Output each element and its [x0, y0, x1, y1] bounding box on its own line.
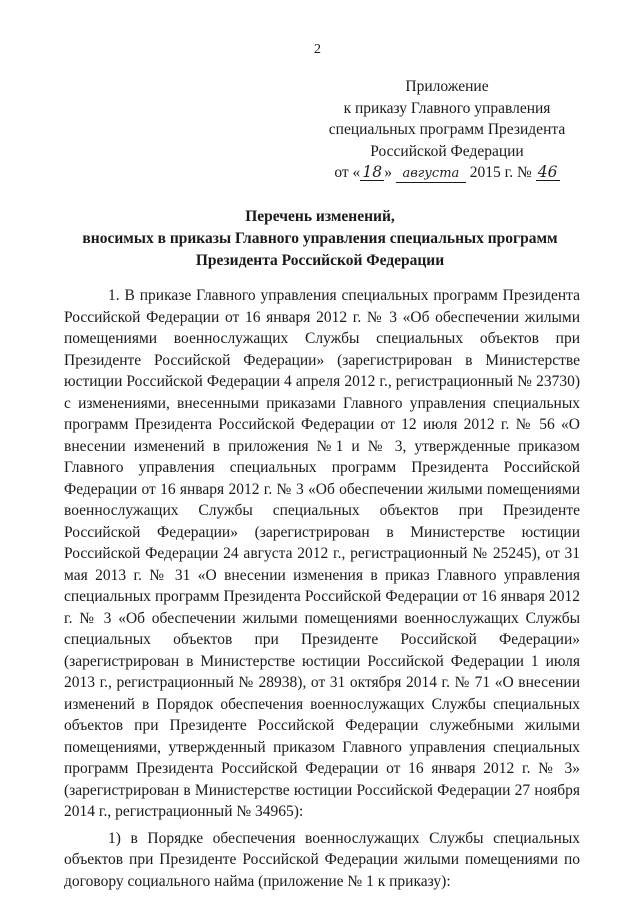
title-line-2: вносимых в приказы Главного управления специальных программ: [82, 230, 558, 247]
appendix-org-line: специальных программ Президента: [328, 121, 566, 138]
paragraph-2: 1) в Порядке обеспечения военнослужащих Службы специальных объектов при Президенте Российской Федерации жилыми помещениями по договору социального найма (приложение № 1 к приказу):: [64, 829, 580, 890]
title-line-3: Президента Российской Федерации: [195, 252, 445, 269]
appendix-order-ref: к приказу Главного управления: [343, 99, 551, 117]
title-line-1: Перечень изменений,: [245, 208, 395, 225]
appendix-label: Приложение: [405, 78, 489, 95]
handwritten-month: августа: [396, 166, 466, 183]
paragraph-1: 1. В приказе Главного управления специальных программ Президента Российской Федерации от 16 января 2012 г. № 3 «Об обеспечении жилыми помещениями военнослужащих Службы специальных объектов при Президенте Российской Федерации» (зарегистрирован в Министерстве юстиции Российской Федерации 4 апреля 2012 г., регистрационный № 23730) с изменениями, внесенными приказами Главного управления специальных программ Президента Российской Федерации от 12 июля 2012 г. № 56 «О внесении изменений в приложения №1 и № 3, утвержденные приказом Главного управления специальных программ Президента Российской Федерации от 16 января 2012 г. № 3 «Об обеспечении жилыми помещениями военнослужащих Службы специальных объектов при Президенте Российской Федерации» (зарегистрирован в Министерстве юстиции Российской Федерации 24 августа 2012 г., регистрационный № 25245), от 31 мая 2013 г. № 31 «О внесении изменения в приказ Главного управления специальных программ Президента Российской Федерации от 16 января 2012 г. № 3 «Об обеспечении жилыми помещениями военнослужащих Службы специальных объектов при Президенте Российской Федерации» (зарегистрирован в Министерстве юстиции Российской Федерации 1 июля 2013 г., регистрационный № 28938), от 31 октября 2014 г. № 71 «О внесении изменений в Порядок обеспечения военнослужащих Службы специальных объектов при Президенте Российской Федерации служебными жилыми помещениями, утвержденный приказом Главного управления специальных программ Президента Российской Федерации от 16 января 2012 г. № 3» (зарегистрирован в Министерстве юстиции Российской Федерации 27 ноября 2014 г., регистрационный № 34965):: [64, 287, 580, 820]
date-prefix: от «: [334, 164, 361, 181]
appendix-date-line: [318, 162, 576, 184]
appendix-country-line: Российской Федерации: [370, 142, 524, 160]
document-body: [64, 285, 580, 892]
handwritten-order-number: 46: [536, 164, 560, 181]
date-middle: »: [384, 164, 393, 181]
page-number: 2: [314, 42, 321, 57]
appendix-header: [318, 76, 576, 184]
handwritten-day: 18: [360, 164, 384, 181]
document-title: [60, 206, 580, 272]
date-year-part: 2015 г. №: [469, 164, 532, 181]
